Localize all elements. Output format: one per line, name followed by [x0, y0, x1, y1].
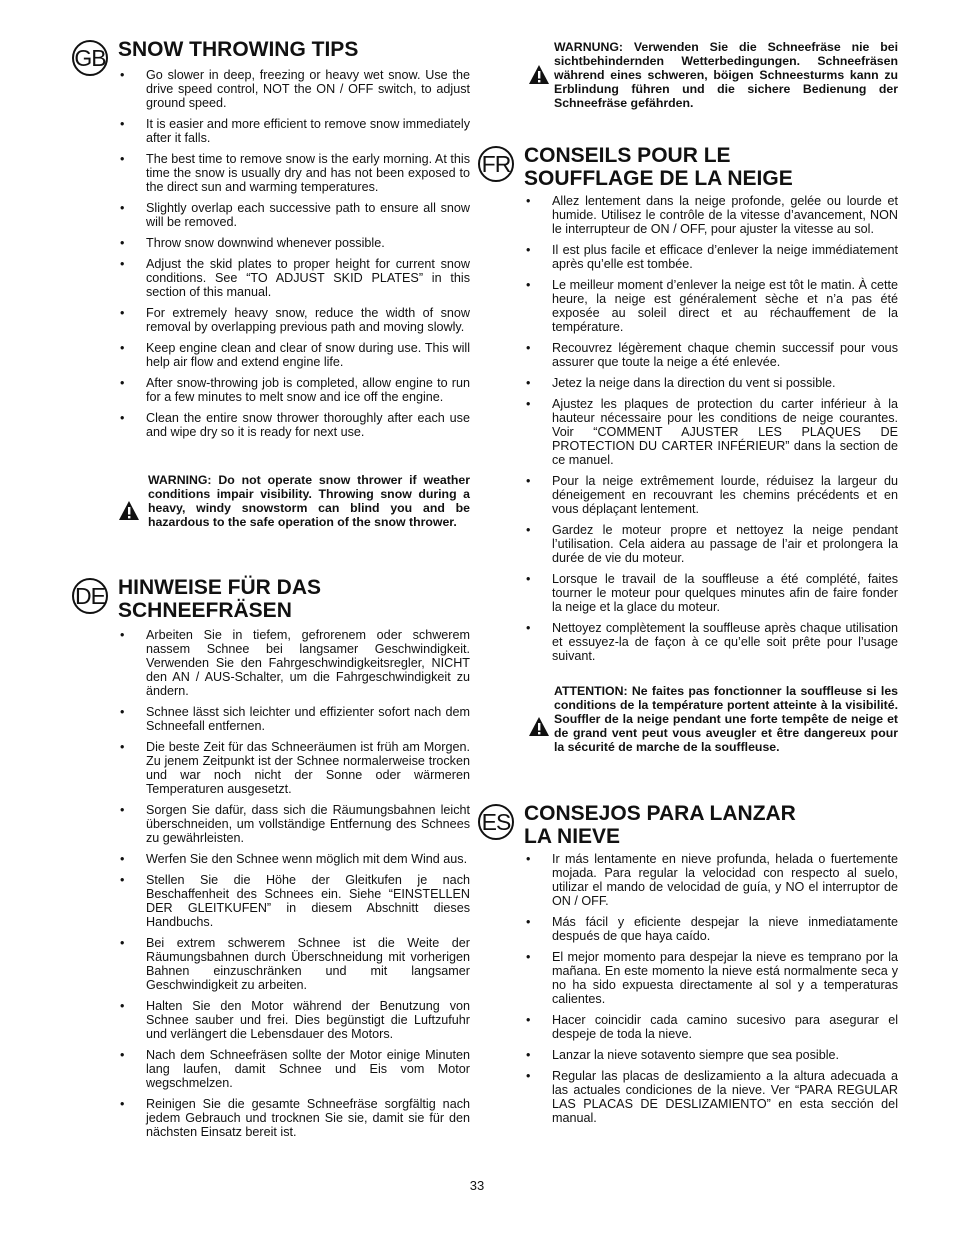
list-item: • Halten Sie den Motor während der Benutzung von Schnee sauber und frei. Dies begünstigt die Luftzufuhr und verlängert die Lebensdauer des Motors. [120, 999, 470, 1041]
list-item: • Lorsque le travail de la souffleuse a été complété, faites tourner le moteur pour quelques minutes afin de faire fonder la neige et la glace du moteur. [526, 572, 898, 614]
page-number: 33 [469, 1178, 485, 1193]
list-item: • After snow-throwing job is completed, allow engine to run for a few minutes to melt snow and ice off the engine. [120, 376, 470, 404]
list-item: • Go slower in deep, freezing or heavy wet snow. Use the drive speed control, NOT the ON / OFF switch, to adjust ground speed. [120, 68, 470, 110]
warning-icon [528, 64, 550, 86]
list-item: • For extremely heavy snow, reduce the width of snow removal by overlapping previous path and moving slowly. [120, 306, 470, 334]
list-item: • Ajustez les plaques de protection du carter inférieur à la hauteur nécessaire pour les conditions de neige courantes. Voir “COMMENT AJUSTER LES PLAQUES DE PROTECTION DU CARTER INFÉRIEUR” dans la section de ce manuel. [526, 397, 898, 467]
list-item: • Schnee lässt sich leichter und effizienter sofort nach dem Schneefall entfernen. [120, 705, 470, 733]
tips-list-gb [118, 68, 470, 446]
list-item: • Ir más lentamente en nieve profunda, helada o fuertemente mojada. Para regular la velocidad con respecto al suelo, utilizar el mando de velocidad de guía, y NO el interruptor de ON / OFF. [526, 852, 898, 908]
warning-icon [528, 716, 550, 738]
language-badge-fr: FR [478, 146, 514, 182]
list-item: • The best time to remove snow is the early morning. At this time the snow is usually dry and has not been exposed to the direct sun and warming temperatures. [120, 152, 470, 194]
warning-text-fr: ATTENTION: Ne faites pas fonctionner la souffleuse si les conditions de la température portent atteinte à la visibilité. Souffler de la neige pendant une forte tempête de neige et de grand vent peut vous aveugler et être dangereux pour la sécurité de marche de la souffleuse. [554, 684, 898, 754]
list-item: • Lanzar la nieve sotavento siempre que sea posible. [526, 1048, 840, 1062]
language-badge-de: DE [72, 578, 108, 614]
warning-icon [118, 500, 140, 522]
tips-list-de [118, 628, 470, 1146]
section-title-es: CONSEJOS PARA LANZAR LA NIEVE [524, 802, 796, 848]
list-item: • Stellen Sie die Höhe der Gleitkufen je nach Beschaffenheit des Schnees ein. Siehe “EINSTELLEN DER GLEITKUFEN” in diesem Abschnitt dieses Handbuchs. [120, 873, 470, 929]
list-item: • Arbeiten Sie in tiefem, gefrorenem oder schwerem nassem Schnee bei langsamer Geschwindigkeit. Verwenden Sie den Fahrgeschwindigkeitsregler, NICHT den AN / AUS-Schalter, um die Fahrgeschwindigkeit zu ändern. [120, 628, 470, 698]
tips-list-es [524, 852, 898, 1132]
warning-text-gb: WARNING: Do not operate snow thrower if weather conditions impair visibility. Throwing snow during a heavy, windy snowstorm can blind you and be hazardous to the safe operation of the snow thrower. [148, 473, 470, 529]
list-item: • Gardez le moteur propre et nettoyez la neige pendant l’utilisation. Cela aidera au passage de l’air et prolongera la durée de vie du moteur. [526, 523, 898, 565]
language-badge-gb: GB [72, 40, 108, 76]
section-title-de: HINWEISE FÜR DAS SCHNEEFRÄSEN [118, 576, 322, 622]
list-item: • Slightly overlap each successive path to ensure all snow will be removed. [120, 201, 470, 229]
list-item: • Regular las placas de deslizamiento a la altura adecuada a las actuales condiciones de la nieve. Ver “PARA REGULAR LAS PLACAS DE DESLIZAMIENTO” en esta sección del manual. [526, 1069, 898, 1125]
section-title-gb: SNOW THROWING TIPS [118, 38, 359, 61]
list-item: • Le meilleur moment d’enlever la neige est tôt le matin. À cette heure, la neige est généralement sèche et n’a pas été exposée au soleil direct et au réchauffement de la température. [526, 278, 898, 334]
list-item: • Clean the entire snow thrower thoroughly after each use and wipe dry so it is ready for next use. [120, 411, 470, 439]
section-title-fr: CONSEILS POUR LE SOUFFLAGE DE LA NEIGE [524, 144, 793, 190]
list-item: • Bei extrem schwerem Schnee ist die Weite der Räumungsbahnen durch Überschneidung mit vorherigen Bahnen einzuschränken und mit langsamer Geschwindigkeit zu arbeiten. [120, 936, 470, 992]
list-item: • Keep engine clean and clear of snow during use. This will help air flow and extend engine life. [120, 341, 470, 369]
list-item: • El mejor momento para despejar la nieve es temprano por la mañana. En este momento la nieve está normalmente seca y no ha sido expuesta directamente al sol y a temperaturas calientes. [526, 950, 898, 1006]
list-item: • Nettoyez complètement la souffleuse après chaque utilisation et essuyez-la de façon à ce qu’elle soit prête pour l’usage suivant. [526, 621, 898, 663]
list-item: • Allez lentement dans la neige profonde, gelée ou lourde et humide. Utilisez le contrôle de la vitesse d’avancement, NON le interrupteur de ON / OFF, pour ajuster la vitesse au sol. [526, 194, 898, 236]
list-item: • Jetez la neige dans la direction du vent si possible. [526, 376, 836, 390]
list-item: • Sorgen Sie dafür, dass sich die Räumungsbahnen leicht überschneiden, um vollständige Entfernung des Schnees zu gewährleisten. [120, 803, 470, 845]
language-badge-es: ES [478, 804, 514, 840]
list-item: • Die beste Zeit für das Schneeräumen ist früh am Morgen. Zu jenem Zeitpunkt ist der Schnee normalerweise trocken und war noch nicht der Sonne oder wärmeren Temperaturen ausgesetzt. [120, 740, 470, 796]
list-item: • Adjust the skid plates to proper height for current snow conditions. See “TO ADJUST SKID PLATES” in this section of this manual. [120, 257, 470, 299]
list-item: • Pour la neige extrêmement lourde, réduisez la largeur du déneigement en recouvrant les chemins précédents et en vous déplaçant lentement. [526, 474, 898, 516]
list-item: • Reinigen Sie die gesamte Schneefräse sorgfältig nach jedem Gebrauch und trocknen Sie sie, damit sie für den nächsten Einsatz bereit ist. [120, 1097, 470, 1139]
list-item: • Hacer coincidir cada camino sucesivo para asegurar el despeje de toda la nieve. [526, 1013, 898, 1041]
list-item: • Nach dem Schneefräsen sollte der Motor einige Minuten lang laufen, damit Schnee und Eis vom Motor wegschmelzen. [120, 1048, 470, 1090]
list-item: • It is easier and more efficient to remove snow immediately after it falls. [120, 117, 470, 145]
tips-list-fr [524, 194, 898, 670]
warning-text-de: WARNUNG: Verwenden Sie die Schneefräse nie bei sichtbehindernden Wetterbedingungen. Schneefräsen während eines schweren, böigen Schneesturms kann zu Erblindung führen und die sichere Bedienung der Schneefräse gefährden. [554, 40, 898, 110]
list-item: • Más fácil y eficiente despejar la nieve inmediatamente después de que haya caído. [526, 915, 898, 943]
list-item: • Recouvrez légèrement chaque chemin successif pour vous assurer que toute la neige a été enlevée. [526, 341, 898, 369]
list-item: • Throw snow downwind whenever possible. [120, 236, 385, 250]
list-item: • Il est plus facile et efficace d’enlever la neige immédiatement après qu’elle est tombée. [526, 243, 898, 271]
list-item: • Werfen Sie den Schnee wenn möglich mit dem Wind aus. [120, 852, 468, 866]
